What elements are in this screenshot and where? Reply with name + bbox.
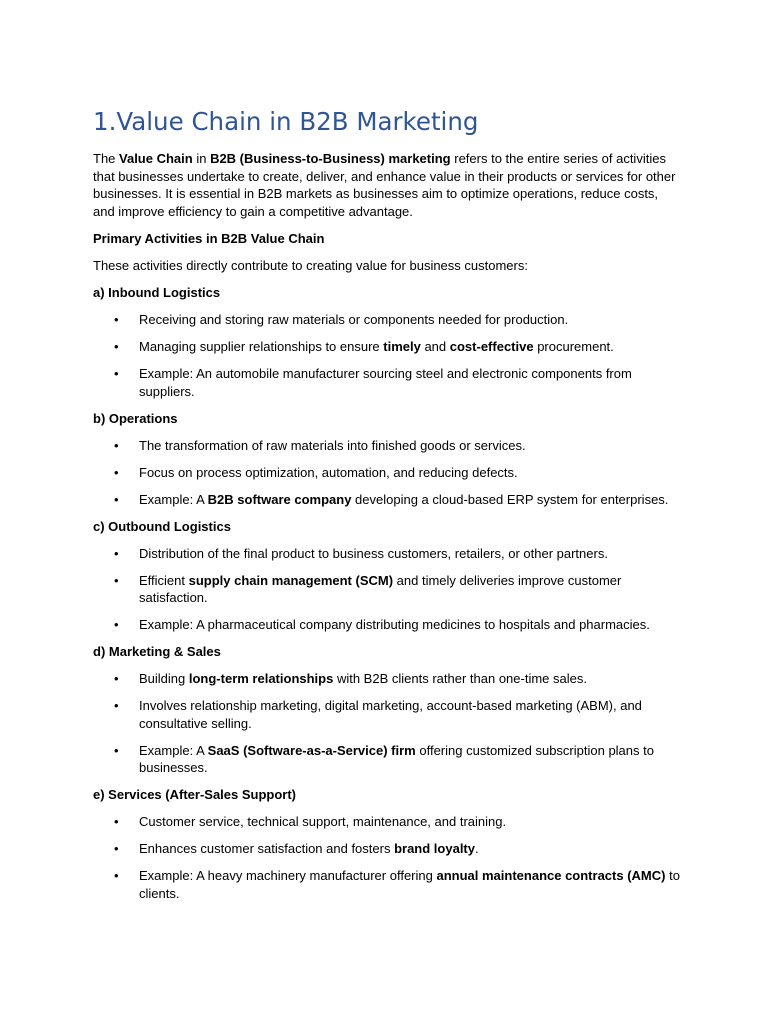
bullet-list bbox=[93, 437, 680, 509]
text-run: to clients. bbox=[139, 868, 680, 901]
text-run: Managing supplier relationships to ensure bbox=[139, 339, 384, 354]
bullet-list bbox=[93, 545, 680, 634]
bullet-icon: • bbox=[114, 841, 119, 856]
bullet-icon: • bbox=[114, 617, 119, 632]
bullet-icon: • bbox=[114, 742, 119, 758]
bullet-list bbox=[93, 311, 680, 400]
bullet-icon: • bbox=[114, 671, 119, 686]
bullet-icon: • bbox=[114, 814, 119, 829]
bold-text-run: supply chain management (SCM) bbox=[188, 572, 394, 588]
text-run: and timely deliveries improve customer satisfaction. bbox=[139, 572, 622, 605]
subsection-heading: a) Inbound Logistics bbox=[93, 285, 221, 300]
list-item bbox=[93, 697, 680, 732]
text-run: Building bbox=[139, 671, 189, 686]
bullet-icon: • bbox=[114, 868, 119, 883]
list-item bbox=[93, 840, 680, 858]
bullet-icon: • bbox=[114, 366, 119, 381]
text-run: Customer service, technical support, maintenance, and training. bbox=[139, 814, 507, 829]
bullet-list bbox=[93, 813, 680, 902]
text-run: . bbox=[475, 841, 479, 856]
bold-text-run: Value Chain bbox=[119, 151, 193, 166]
list-item bbox=[93, 616, 680, 634]
text-run: with B2B clients rather than one-time sales. bbox=[333, 671, 587, 686]
bold-text-run: SaaS (Software-as-a-Service) firm bbox=[207, 742, 416, 758]
bold-text-run: brand loyalty bbox=[394, 841, 475, 856]
bullet-list bbox=[93, 670, 680, 777]
text-run: developing a cloud-based ERP system for enterprises. bbox=[351, 491, 669, 507]
subsection-heading: c) Outbound Logistics bbox=[93, 518, 231, 534]
text-run: Example: A heavy machinery manufacturer offering bbox=[139, 868, 437, 883]
bullet-icon: • bbox=[114, 572, 119, 588]
section-title: Primary Activities in B2B Value Chain bbox=[93, 231, 325, 246]
list-item bbox=[93, 670, 680, 688]
list-item bbox=[93, 813, 680, 831]
text-run: Example: An automobile manufacturer sourcing steel and electronic components from suppliers. bbox=[139, 366, 632, 399]
bullet-icon: • bbox=[114, 491, 119, 507]
text-run: The transformation of raw materials into finished goods or services. bbox=[139, 437, 526, 453]
section-lead: These activities directly contribute to creating value for business customers: bbox=[93, 258, 528, 273]
list-item bbox=[93, 572, 680, 607]
bold-text-run: B2B (Business-to-Business) marketing bbox=[210, 151, 451, 166]
text-run: Receiving and storing raw materials or components needed for production. bbox=[139, 312, 569, 327]
text-run: Distribution of the final product to business customers, retailers, or other partners. bbox=[139, 545, 608, 561]
text-run: in bbox=[192, 151, 211, 166]
subsection-heading: b) Operations bbox=[93, 410, 178, 426]
subsection-heading: d) Marketing & Sales bbox=[93, 644, 221, 659]
page-title: 1.Value Chain in B2B Marketing bbox=[93, 107, 479, 136]
bullet-icon: • bbox=[114, 437, 119, 453]
subsection-heading: e) Services (After-Sales Support) bbox=[93, 787, 297, 802]
list-item bbox=[93, 311, 680, 329]
bullet-icon: • bbox=[114, 464, 119, 480]
list-item bbox=[93, 545, 680, 563]
bold-text-run: long-term relationships bbox=[188, 671, 334, 686]
text-run: refers to the entire series of activities that businesses undertake to create, deliver, and enhance value in their products or services for other businesses. It is essential in B2B markets as businesses aim to optimize operations, reduce costs, and improve efficiency to gain a competitive advantage. bbox=[93, 151, 676, 219]
list-item bbox=[93, 464, 680, 482]
text-run: Example: A pharmaceutical company distributing medicines to hospitals and pharmacies. bbox=[139, 617, 650, 632]
bullet-icon: • bbox=[114, 545, 119, 561]
text-run: and bbox=[420, 339, 450, 354]
bold-text-run: annual maintenance contracts (AMC) bbox=[436, 868, 666, 883]
text-run: The bbox=[93, 151, 120, 166]
bullet-icon: • bbox=[114, 339, 119, 354]
list-item bbox=[93, 867, 680, 902]
text-run: procurement. bbox=[533, 339, 614, 354]
bullet-icon: • bbox=[114, 312, 119, 327]
text-run: Focus on process optimization, automation, and reducing defects. bbox=[139, 464, 518, 480]
text-run: Efficient bbox=[139, 572, 189, 588]
bold-text-run: timely bbox=[383, 339, 421, 354]
text-run: Involves relationship marketing, digital marketing, account-based marketing (ABM), and consultative selling. bbox=[139, 698, 642, 731]
intro-paragraph bbox=[93, 150, 680, 220]
text-run: Example: A bbox=[139, 491, 208, 507]
list-item bbox=[93, 491, 680, 509]
list-item bbox=[93, 365, 680, 400]
list-item bbox=[93, 437, 680, 455]
subsections-container bbox=[93, 284, 680, 902]
text-run: offering customized subscription plans to businesses. bbox=[139, 742, 654, 775]
list-item bbox=[93, 338, 680, 356]
text-run: Enhances customer satisfaction and fosters bbox=[139, 841, 395, 856]
bold-text-run: cost-effective bbox=[449, 339, 534, 354]
text-run: Example: A bbox=[139, 742, 208, 758]
bold-text-run: B2B software company bbox=[207, 491, 352, 507]
bullet-icon: • bbox=[114, 698, 119, 713]
list-item bbox=[93, 742, 680, 777]
